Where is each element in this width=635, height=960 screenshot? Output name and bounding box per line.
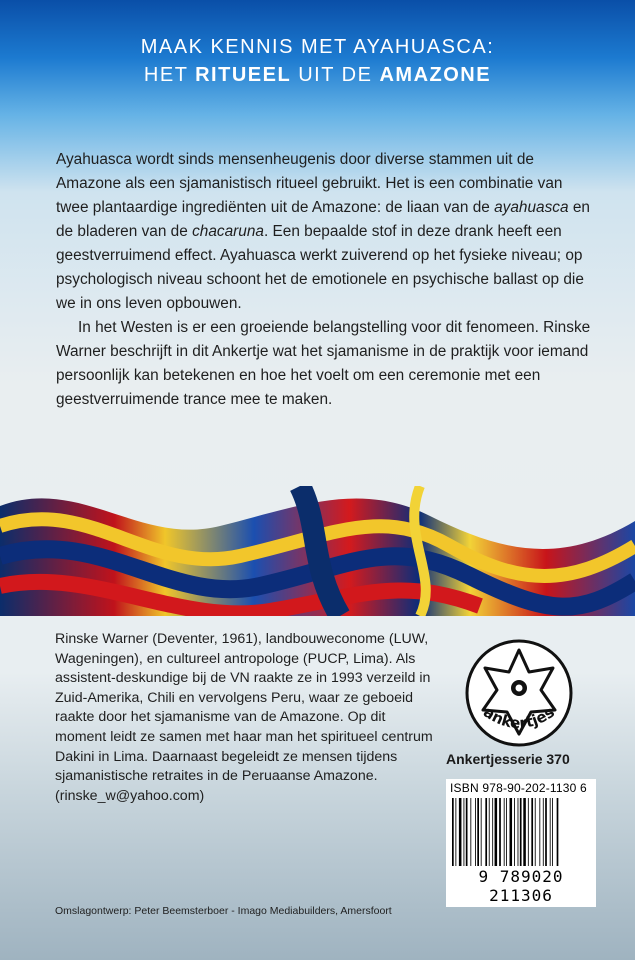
barcode-bar [459, 798, 462, 866]
blurb-paragraph-1: Ayahuasca wordt sinds mensenheugenis door diverse stammen uit de Amazone als een sjamanistisch ritueel gebruikt. Het is een combinatie van twee plantaardige ingrediënten uit de Amazone: de liaan van de ayahuasca en de bladeren van de chacaruna. Een bepaalde stof in deze drank heeft een geestverruimend effect. Ayahuasca werkt zuiverend op het fysieke niveau; op psychologisch niveau schoont het de emotionele en psychische ballast op die we in ons leven opbouwen. [56, 151, 590, 312]
barcode-bar [470, 798, 471, 866]
series-label: Ankertjesserie 370 [446, 751, 570, 767]
header-bold-ritueel: RITUEEL [195, 64, 292, 86]
author-bio-text: Rinske Warner (Deventer, 1961), landbouweconome (LUW, Wageningen), en cultureel antropologe (PUCP, Lima). Als assistent-deskundige bij de VN raakte ze in 1993 verzeild in Zuid-Amerika, Chili en vervolgens Peru, waar ze geboeid raakte door het sjamanisme van de Amazone. Op dit moment leidt ze samen met haar man het spiritueel centrum Dakini in Lima. Daarnaast begeleidt ze mensen tijdens sjamanistische retraites in de Peruaanse Amazone. [55, 631, 433, 785]
barcode-bar [504, 798, 505, 866]
cover-design-credit: Omslagontwerp: Peter Beemsterboer - Imago Mediabuilders, Amersfoort [55, 905, 392, 917]
barcode-bar [481, 798, 482, 866]
cover-header [0, 0, 635, 112]
ean-digits: 9 789020 211306 [478, 867, 564, 905]
header-title-line2: HET RITUEEL UIT DE AMAZONE [143, 64, 492, 86]
barcode-bar [485, 798, 487, 866]
barcode-bar [552, 798, 553, 866]
barcode-bar [531, 798, 533, 866]
barcode-bar [545, 798, 547, 866]
blurb-text [56, 148, 596, 412]
barcode-bar [514, 798, 515, 866]
barcode-bar [466, 798, 468, 866]
barcode-bar [455, 798, 456, 866]
blurb-paragraph-2: In het Westen is er een groeiende belangstelling voor dit fenomeen. Rinske Warner beschrijft in dit Ankertje wat het sjamanisme in de praktijk voor iemand persoonlijk kan betekenen en hoe het voelt om een ceremonie met een geestverruimende trance mee te maken. [56, 319, 591, 408]
logo-wordmark: ankertjes [480, 702, 558, 733]
barcode-bars [450, 798, 592, 868]
barcode-bar [543, 798, 544, 866]
barcode-bar [464, 798, 465, 866]
barcode-bar [539, 798, 540, 866]
barcode-bar [510, 798, 513, 866]
barcode-bar [489, 798, 490, 866]
isbn-barcode [446, 779, 596, 907]
barcode-bar [477, 798, 479, 866]
barcode-bar [492, 798, 493, 866]
isbn-text: ISBN 978-90-202-1130 6 [450, 781, 587, 795]
barcode-bar [523, 798, 526, 866]
barcode-bar [550, 798, 551, 866]
barcode-bar [495, 798, 498, 866]
author-bio [55, 630, 435, 806]
barcode-bar [452, 798, 454, 866]
barcode-bar [520, 798, 522, 866]
painting-strip [0, 486, 635, 616]
ankertjes-logo [455, 638, 583, 748]
barcode-bar [528, 798, 529, 866]
barcode-bar [518, 798, 519, 866]
barcode-bar [499, 798, 501, 866]
barcode-bar [557, 798, 559, 866]
author-email: (rinske_w@yahoo.com) [55, 787, 205, 804]
barcode-bar [475, 798, 476, 866]
header-bold-amazone: AMAZONE [379, 64, 492, 86]
barcode-bar [535, 798, 536, 866]
barcode-bar [506, 798, 507, 866]
header-title-line1: MAAK KENNIS MET AYAHUASCA: [140, 36, 495, 58]
